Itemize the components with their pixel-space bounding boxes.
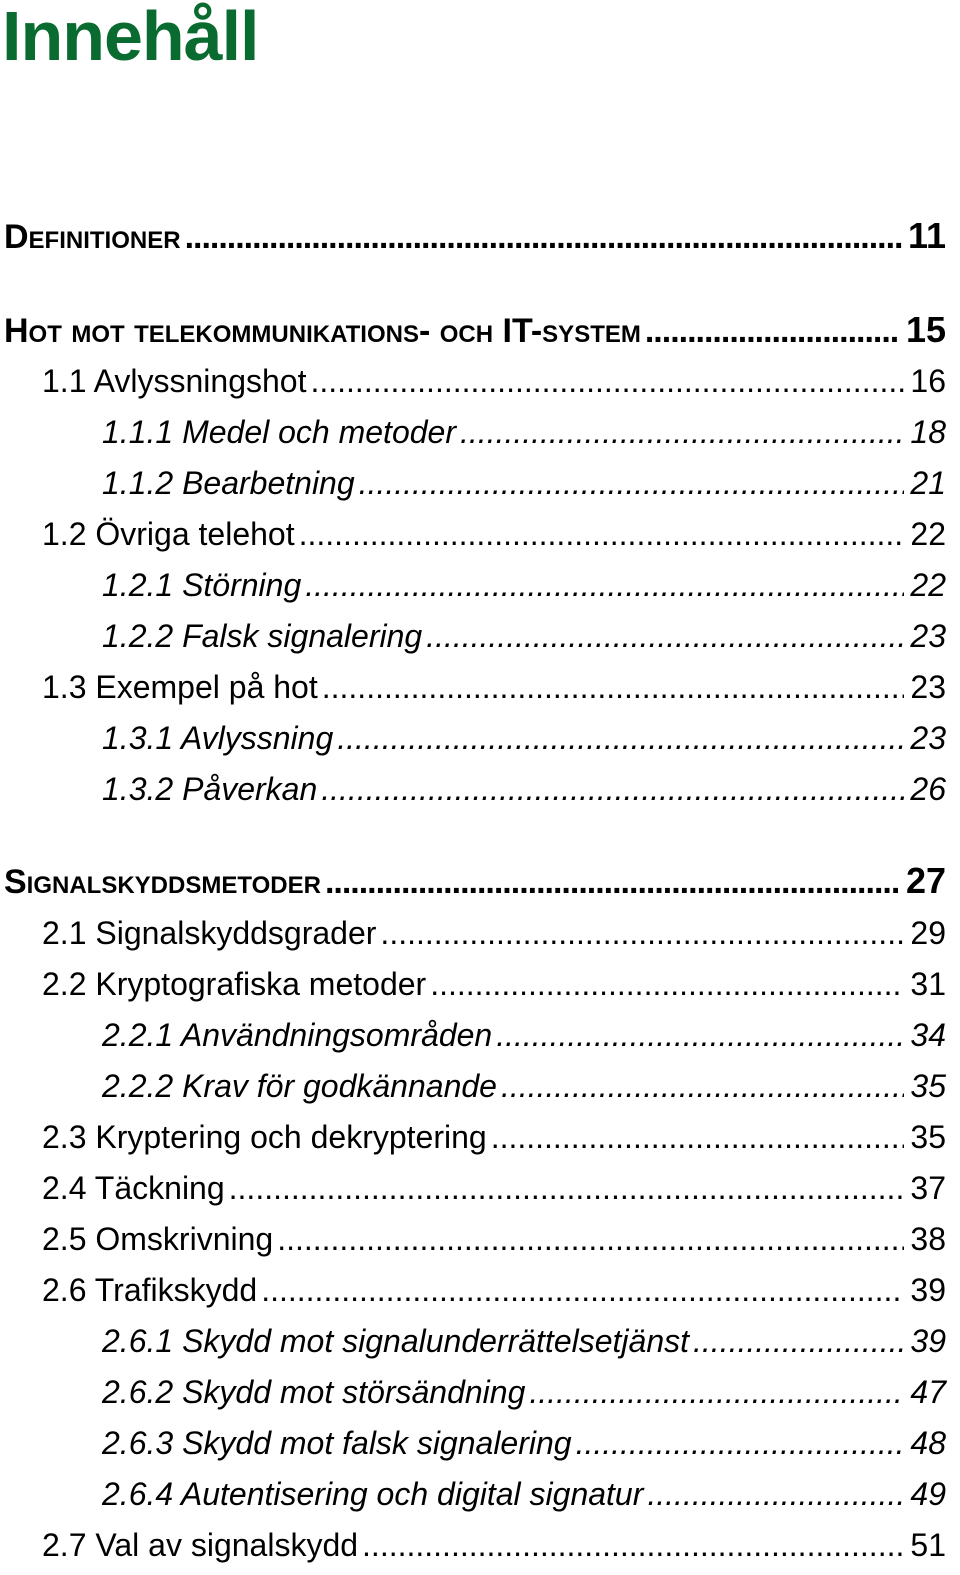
toc-entry-1-1-2[interactable] (102, 459, 946, 507)
toc-entry-label: 1.1 Avlyssningshot (42, 363, 307, 399)
dot-leader (529, 1368, 904, 1416)
toc-entry-2-2-2[interactable] (102, 1062, 946, 1110)
toc-entry-page-number: 15 (905, 309, 946, 350)
toc-entry-2-1[interactable] (42, 909, 946, 957)
toc-entry-page-number: 47 (910, 1374, 946, 1410)
dot-leader (693, 1317, 904, 1365)
toc-entry-page-number: 39 (910, 1323, 946, 1359)
toc-entry-label: 1.3.2 Påverkan (102, 771, 318, 807)
toc-entry-label: 2.1 Signalskyddsgrader (42, 915, 377, 951)
toc-entry-page-number: 23 (910, 720, 946, 756)
toc-entry-label: 2.4 Täckning (42, 1170, 225, 1206)
toc-entry-page-number: 39 (910, 1272, 946, 1308)
toc-entry-1-1[interactable] (42, 357, 946, 405)
toc-entry-label: 1.3.1 Avlyssning (102, 720, 334, 756)
toc-entry-label: 1.2.2 Falsk signalering (102, 618, 423, 654)
toc-entry-page-number: 35 (910, 1068, 946, 1104)
toc-entry-page-number: 34 (910, 1017, 946, 1053)
dot-leader (359, 459, 905, 507)
toc-entry-label: 2.3 Kryptering och dekryptering (42, 1119, 487, 1155)
page-title: Innehåll (2, 0, 259, 75)
dot-leader (496, 1011, 904, 1059)
toc-entry-1-2-2[interactable] (102, 612, 946, 660)
toc-entry-signalskyddsmetoder[interactable] (4, 857, 946, 905)
toc-entry-page-number: 18 (910, 414, 946, 450)
dot-leader (430, 960, 904, 1008)
toc-entry-2-6-3[interactable] (102, 1419, 946, 1467)
toc-entry-2-6-4[interactable] (102, 1470, 946, 1518)
toc-entry-page-number: 23 (910, 669, 946, 705)
dot-leader (647, 1470, 904, 1518)
toc-entry-page-number: 38 (910, 1221, 946, 1257)
dot-leader (277, 1215, 904, 1263)
toc-entry-page-number: 51 (910, 1527, 946, 1563)
dot-leader (305, 561, 904, 609)
toc-entry-page-number: 49 (910, 1476, 946, 1512)
toc-entry-label: 1.2 Övriga telehot (42, 516, 295, 552)
toc-entry-2-6-1[interactable] (102, 1317, 946, 1365)
dot-leader (185, 213, 902, 261)
toc-entry-2-3[interactable] (42, 1113, 946, 1161)
toc-entry-label: 1.2.1 Störning (102, 567, 302, 603)
toc-entry-label: 2.5 Omskrivning (42, 1221, 274, 1257)
toc-entry-1-2[interactable] (42, 510, 946, 558)
dot-leader (491, 1113, 905, 1161)
toc-entry-label: 1.3 Exempel på hot (42, 669, 318, 705)
toc-entry-1-3[interactable] (42, 663, 946, 711)
toc-entry-page-number: 23 (910, 618, 946, 654)
dot-leader (322, 663, 905, 711)
toc-entry-label: 2.2.1 Användningsområden (102, 1017, 493, 1053)
dot-leader (380, 909, 904, 957)
toc-entry-definitioner[interactable] (4, 212, 946, 260)
toc-entry-2-7[interactable] (42, 1521, 946, 1569)
toc-entry-page-number: 48 (910, 1425, 946, 1461)
dot-leader (325, 858, 900, 906)
dot-leader (299, 510, 905, 558)
dot-leader (576, 1419, 905, 1467)
toc-entry-label: Hot mot telekommunikations- och IT-system (4, 312, 641, 350)
dot-leader (645, 307, 900, 355)
toc-entry-label: 2.6.4 Autentisering och digital signatur (102, 1476, 644, 1512)
toc-entry-label: 2.6 Trafikskydd (42, 1272, 258, 1308)
dot-leader (229, 1164, 905, 1212)
dot-leader (321, 765, 904, 813)
dot-leader (362, 1521, 904, 1569)
toc-entry-label: 2.2 Kryptografiska metoder (42, 966, 427, 1002)
dot-leader (337, 714, 904, 762)
toc-entry-page-number: 31 (910, 966, 946, 1002)
dot-leader (426, 612, 904, 660)
toc-entry-page-number: 37 (910, 1170, 946, 1206)
toc-entry-page-number: 35 (910, 1119, 946, 1155)
toc-entry-2-6[interactable] (42, 1266, 946, 1314)
toc-entry-label: 2.6.2 Skydd mot störsändning (102, 1374, 526, 1410)
toc-entry-2-2[interactable] (42, 960, 946, 1008)
toc-entry-label: 2.2.2 Krav för godkännande (102, 1068, 497, 1104)
toc-entry-1-1-1[interactable] (102, 408, 946, 456)
toc-entry-1-3-2[interactable] (102, 765, 946, 813)
toc-entry-label: 1.1.2 Bearbetning (102, 465, 355, 501)
toc-entry-label: Definitioner (4, 218, 181, 256)
toc-entry-1-2-1[interactable] (102, 561, 946, 609)
toc-entry-label: 2.6.1 Skydd mot signalunderrättelsetjänst (102, 1323, 689, 1359)
dot-leader (460, 408, 904, 456)
toc-entry-label: Signalskyddsmetoder (4, 863, 321, 901)
toc-entry-page-number: 29 (910, 915, 946, 951)
toc-entry-2-2-1[interactable] (102, 1011, 946, 1059)
toc-entry-label: 2.7 Val av signalskydd (42, 1527, 359, 1563)
toc-entry-2-6-2[interactable] (102, 1368, 946, 1416)
toc-entry-2-5[interactable] (42, 1215, 946, 1263)
toc-entry-page-number: 27 (905, 860, 946, 901)
toc-entry-hot-mot-telekommunikations[interactable] (4, 306, 946, 354)
toc-entry-label: 1.1.1 Medel och metoder (102, 414, 456, 450)
toc-entry-label: 2.6.3 Skydd mot falsk signalering (102, 1425, 572, 1461)
dot-leader (501, 1062, 904, 1110)
dot-leader (310, 357, 904, 405)
toc-entry-page-number: 26 (910, 771, 946, 807)
dot-leader (261, 1266, 904, 1314)
toc-entry-1-3-1[interactable] (102, 714, 946, 762)
toc-entry-page-number: 11 (907, 215, 946, 256)
toc-entry-2-4[interactable] (42, 1164, 946, 1212)
toc-entry-page-number: 22 (910, 567, 946, 603)
toc-entry-page-number: 16 (910, 363, 946, 399)
toc-entry-page-number: 22 (910, 516, 946, 552)
toc-entry-page-number: 21 (910, 465, 946, 501)
